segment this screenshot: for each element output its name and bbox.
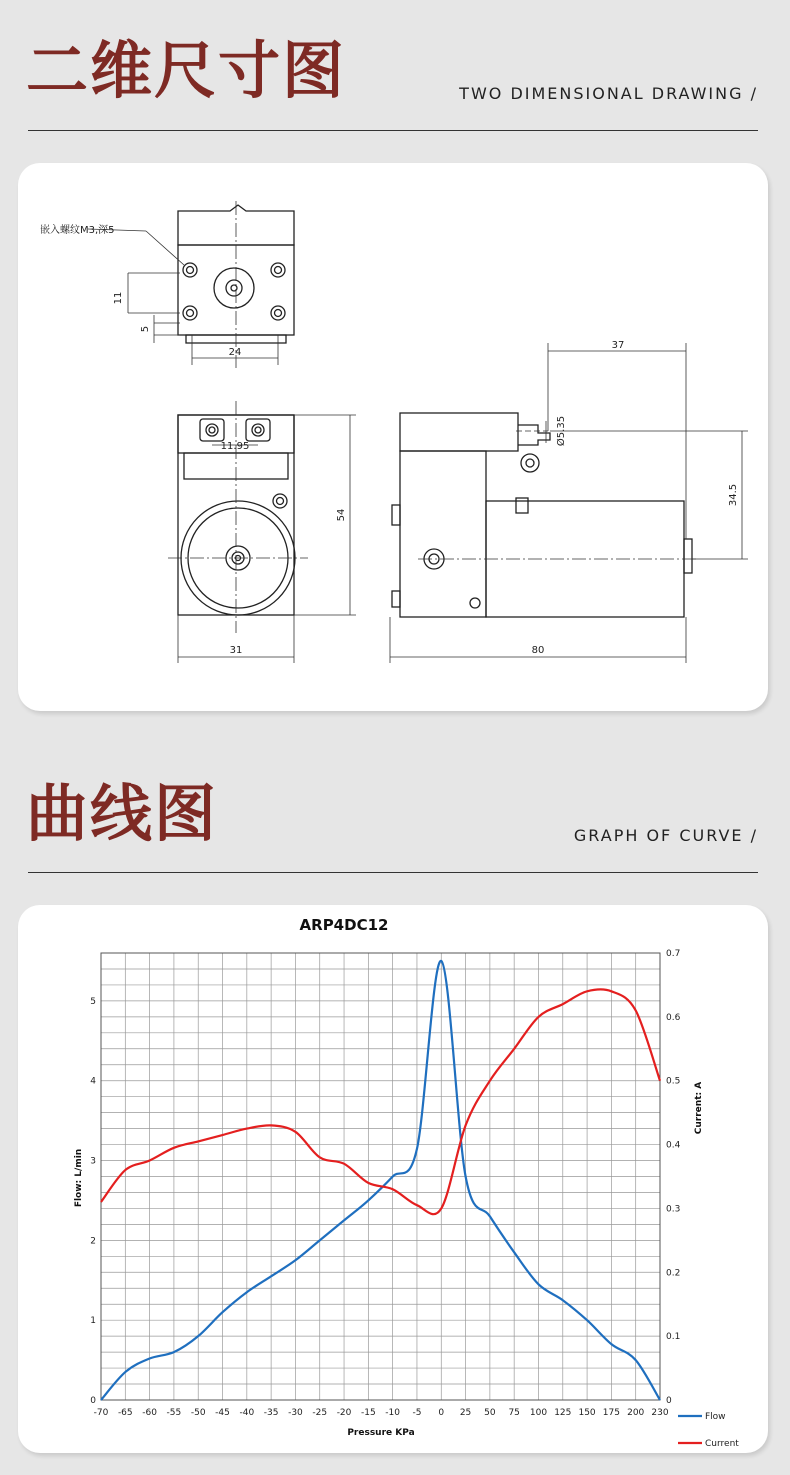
y-right-tick-label: 0.5 (666, 1076, 681, 1087)
dim-label-5-35: Ø5.35 (556, 415, 567, 447)
y-left-tick-labels (90, 997, 96, 1406)
x-tick-label: 175 (602, 1408, 620, 1418)
y-right-tick-label: 0.3 (666, 1204, 681, 1215)
y-right-tick-label: 0.7 (666, 949, 681, 959)
x-tick-label: -10 (385, 1408, 401, 1418)
x-tick-label: 100 (529, 1408, 548, 1418)
x-tick-label: -5 (412, 1408, 422, 1418)
divider (28, 130, 758, 131)
chart-legend (678, 1412, 739, 1449)
x-tick-label: -35 (263, 1408, 279, 1418)
dim-label-31: 31 (229, 645, 243, 656)
y-left-tick-label: 0 (90, 1396, 96, 1406)
x-tick-label: -45 (215, 1408, 230, 1418)
callout-label: 嵌入螺纹M3,深5 (40, 225, 115, 236)
chart-grid (101, 953, 660, 1400)
section-subtitle-curve: GRAPH OF CURVE / (573, 826, 758, 845)
x-tick-label: 25 (459, 1408, 472, 1418)
x-tick-label: -30 (288, 1408, 303, 1418)
series-lines (101, 961, 660, 1400)
section-subtitle-drawing: TWO DIMENSIONAL DRAWING / (459, 84, 758, 103)
dim-label-80: 80 (531, 645, 545, 656)
x-tick-label: 0 (438, 1408, 445, 1418)
y-left-tick-label: 4 (90, 1076, 96, 1087)
x-tick-label: -25 (312, 1408, 328, 1418)
y-right-tick-labels (666, 949, 681, 1406)
series-line-flow (101, 961, 660, 1400)
x-tick-label: 125 (554, 1408, 572, 1418)
dim-label-11: 11 (113, 291, 124, 305)
series-line-current (101, 989, 660, 1214)
dim-label-34-5: 34.5 (728, 483, 739, 507)
dim-label-11-95: 11.95 (220, 441, 250, 452)
dim-label-54: 54 (336, 508, 347, 522)
performance-chart (18, 905, 768, 1453)
y-left-axis-label: Flow: L/min (74, 1148, 84, 1208)
x-tick-label: 75 (508, 1408, 520, 1418)
dimension-drawing (18, 163, 768, 711)
y-right-tick-label: 0.6 (666, 1012, 681, 1023)
dim-label-37: 37 (611, 340, 625, 351)
x-tick-label: -20 (336, 1408, 352, 1418)
y-left-tick-label: 5 (90, 996, 96, 1007)
x-tick-label: 230 (651, 1408, 669, 1418)
x-tick-label: 200 (627, 1408, 645, 1418)
legend-label-flow: Flow (705, 1412, 726, 1422)
x-tick-label: 50 (484, 1408, 496, 1418)
x-tick-label: -40 (239, 1408, 255, 1418)
x-tick-label: 150 (578, 1408, 596, 1418)
x-tick-label: -15 (360, 1408, 376, 1418)
x-axis-label: Pressure KPa (347, 1428, 415, 1438)
y-right-tick-label: 0.1 (666, 1332, 681, 1343)
y-left-tick-label: 2 (90, 1236, 96, 1247)
y-right-tick-label: 0.2 (666, 1268, 681, 1279)
x-tick-labels (94, 1408, 669, 1418)
x-tick-label: -65 (117, 1408, 133, 1418)
x-tick-label: -55 (166, 1408, 182, 1418)
y-right-axis-label: Current: A (694, 1081, 704, 1135)
x-tick-label: -60 (142, 1408, 157, 1418)
legend-label-current: Current (705, 1439, 739, 1449)
x-tick-label: -70 (93, 1408, 109, 1418)
chart-card (18, 905, 768, 1453)
dim-label-24: 24 (228, 347, 242, 358)
divider (28, 872, 758, 873)
dim-label-5: 5 (140, 325, 151, 333)
chart-title: ARP4DC12 (299, 916, 389, 934)
y-left-tick-label: 1 (90, 1316, 96, 1327)
drawing-card (18, 163, 768, 711)
y-right-tick-label: 0.4 (666, 1140, 681, 1151)
x-tick-label: -50 (190, 1408, 206, 1418)
section-title-drawing: 二维尺寸图 (26, 34, 347, 107)
y-right-tick-label: 0 (666, 1396, 672, 1406)
y-left-tick-label: 3 (90, 1156, 96, 1167)
section-title-curve: 曲线图 (26, 777, 219, 850)
